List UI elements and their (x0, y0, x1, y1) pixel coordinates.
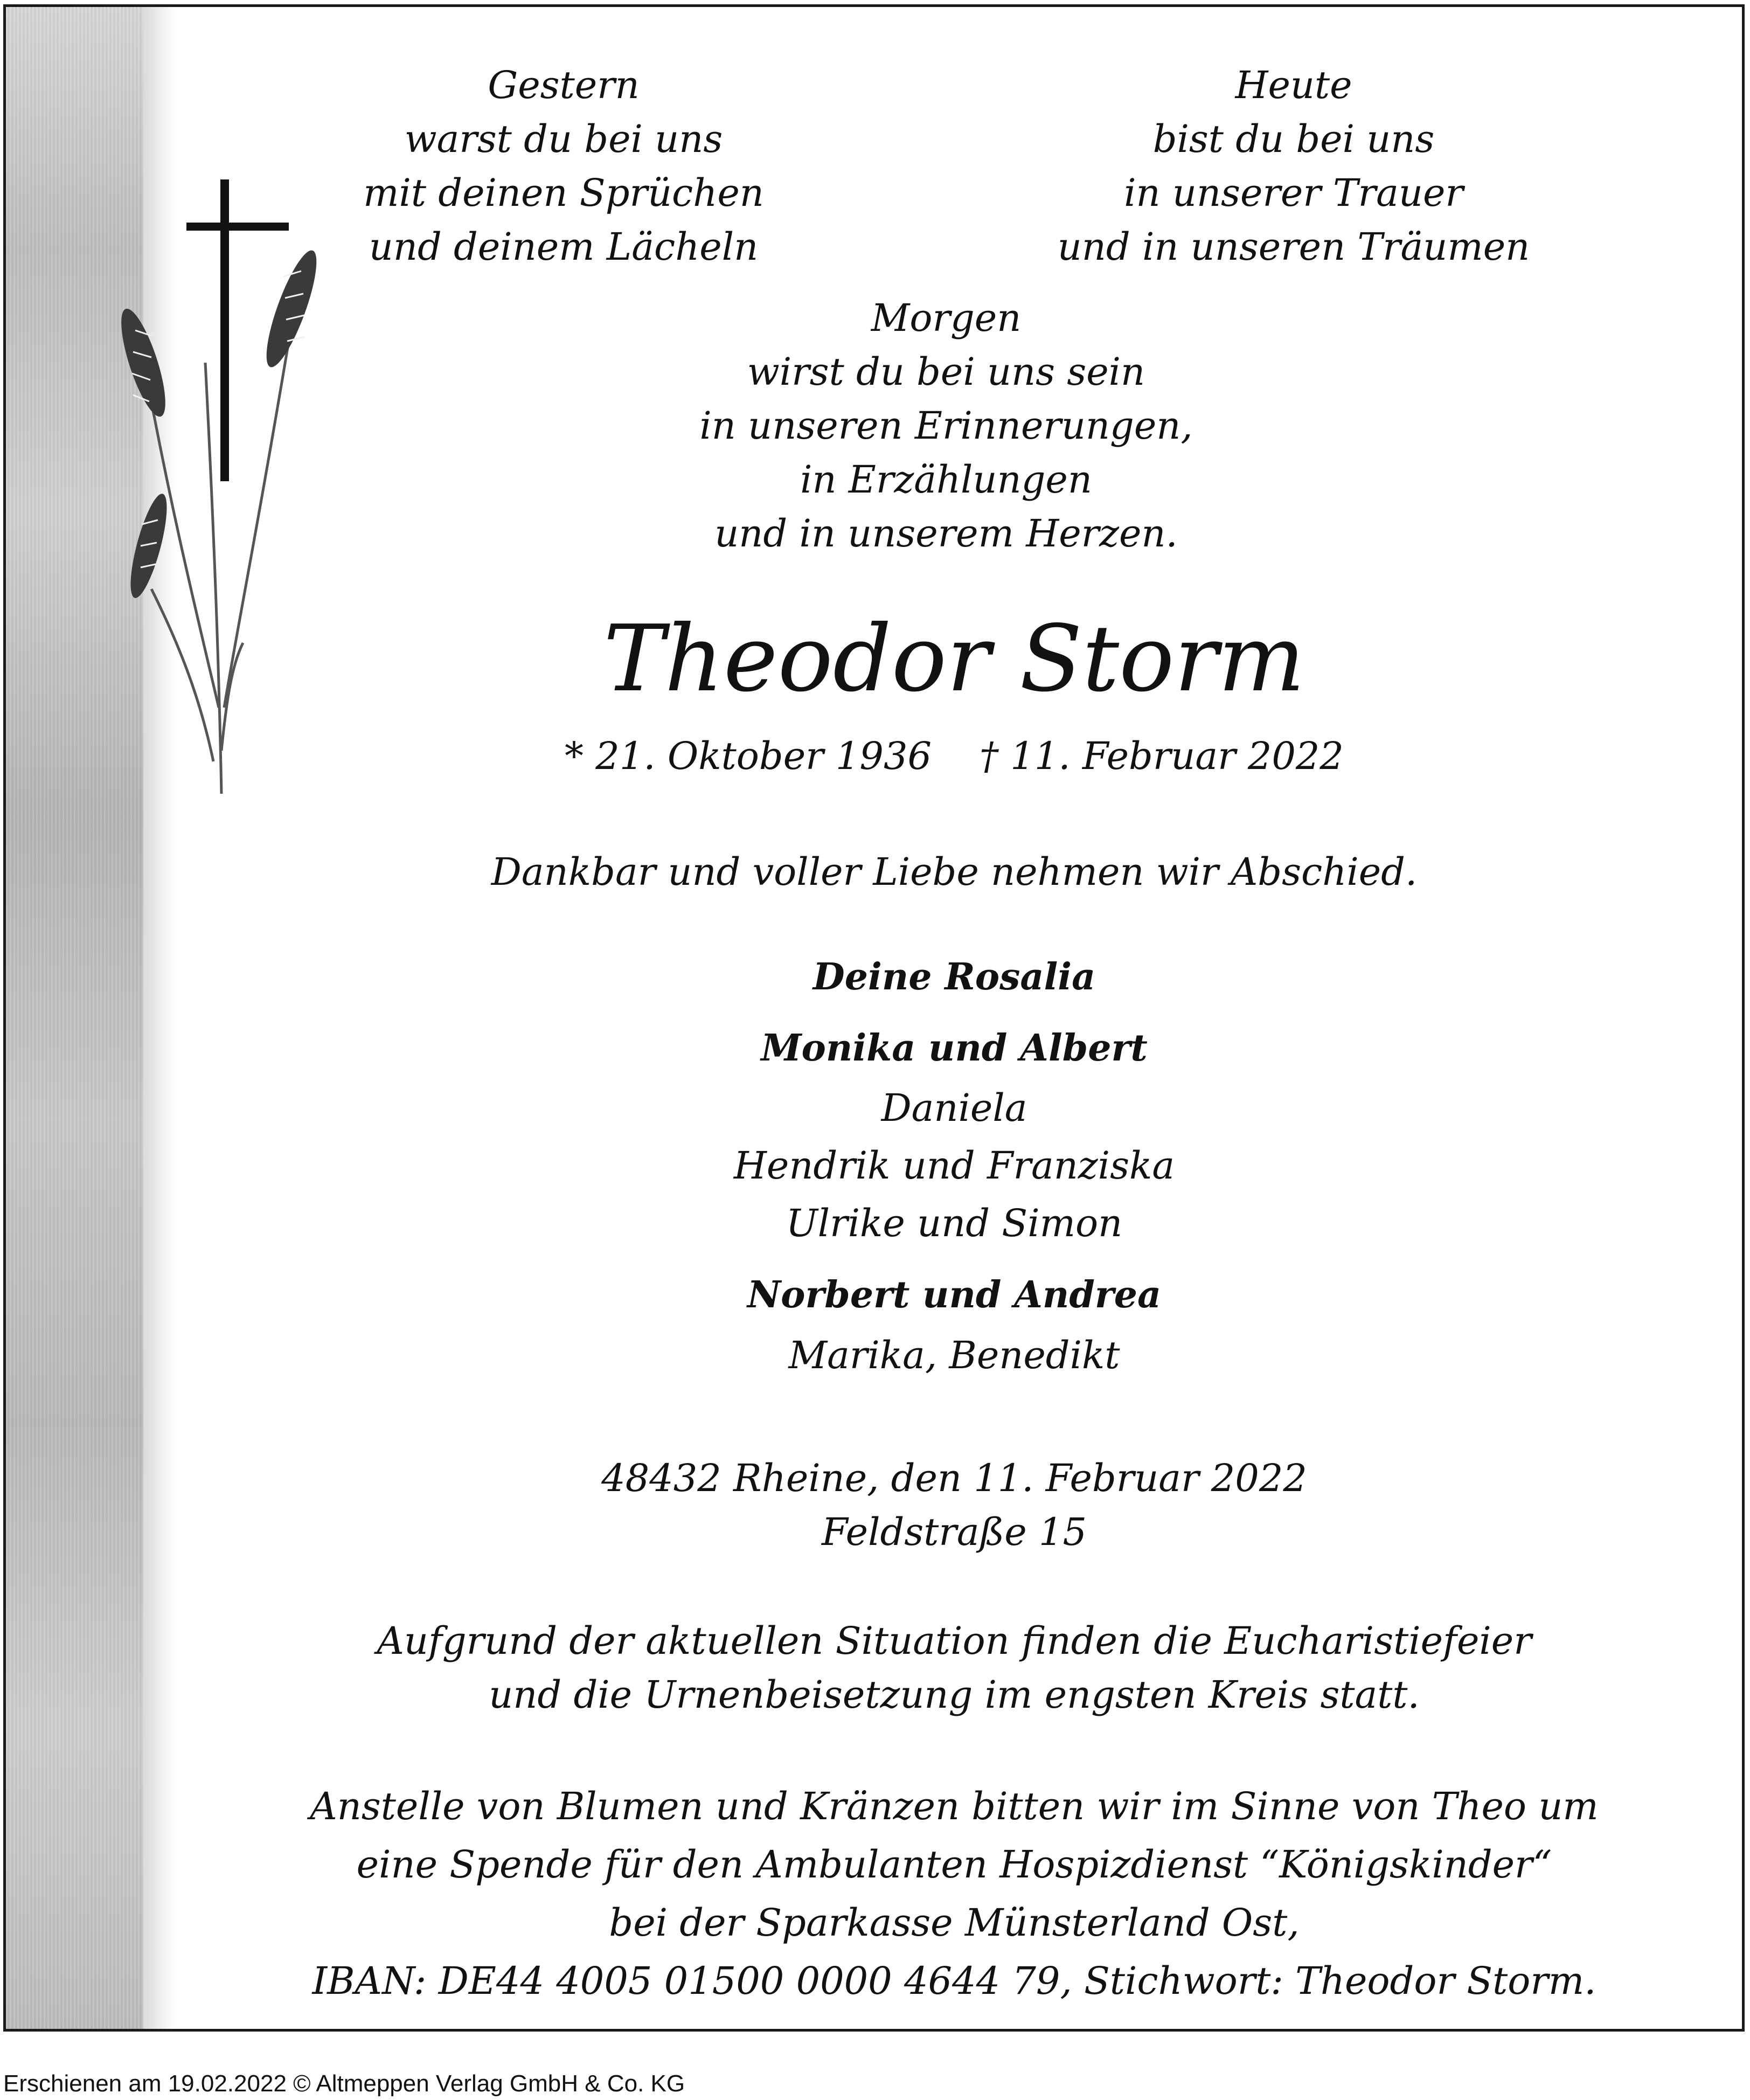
poem-line: und deinem Lächeln (369, 225, 759, 269)
mourner-name: Ulrike und Simon (786, 1201, 1123, 1245)
poem-line: wirst du bei uns sein (747, 350, 1145, 394)
donation-request (286, 1777, 1622, 2010)
place-and-date: 48432 Rheine, den 11. Februar 2022 (601, 1456, 1307, 1500)
poem-line: bist du bei uns (1152, 117, 1435, 161)
poem-center-stanza (677, 291, 1216, 560)
donation-line: Anstelle von Blumen und Kränzen bitten wir im Sinne von Theo um (310, 1784, 1599, 1828)
poem-line: und in unserem Herzen. (714, 511, 1178, 556)
notice-line: Aufgrund der aktuellen Situation finden die Eucharistiefeier (377, 1619, 1532, 1663)
street-address: Feldstraße 15 (821, 1510, 1087, 1554)
mourner-name: Norbert und Andrea (747, 1273, 1162, 1316)
poem-line: in unserer Trauer (1124, 171, 1463, 215)
poem-line: und in unseren Träumen (1057, 225, 1530, 269)
poem-line: Heute (1235, 63, 1352, 107)
donation-line: eine Spende für den Ambulanten Hospizdienst “Königskinder“ (356, 1842, 1552, 1887)
poem-line: in Erzählungen (800, 458, 1092, 502)
poem-left-stanza (294, 58, 833, 274)
donation-line: bei der Sparkasse Münsterland Ost, (609, 1901, 1300, 1945)
farewell-text: Dankbar und voller Liebe nehmen wir Abschied. (491, 850, 1418, 894)
obituary-notice (3, 4, 1745, 2032)
poem-line: in unseren Erinnerungen, (699, 404, 1193, 448)
mourner-name: Marika, Benedikt (788, 1333, 1120, 1377)
ceremony-notice (286, 1614, 1622, 1722)
poem-line: Gestern (488, 63, 640, 107)
poem-line: mit deinen Sprüchen (363, 171, 764, 215)
mourner-name: Hendrik und Franziska (733, 1143, 1175, 1188)
life-dates: * 21. Oktober 1936 † 11. Februar 2022 (565, 734, 1344, 778)
mourner-name: Monika und Albert (761, 1027, 1148, 1070)
mourner-name: Daniela (881, 1086, 1027, 1130)
deceased-name: Theodor Storm (603, 606, 1305, 712)
poem-line: Morgen (871, 296, 1022, 340)
publication-footer: Erschienen am 19.02.2022 © Altmeppen Verlag GmbH & Co. KG (3, 2070, 685, 2097)
donation-line: IBAN: DE44 4005 01500 0000 4644 79, Stichwort: Theodor Storm. (312, 1959, 1596, 2003)
poem-line: warst du bei uns (404, 117, 723, 161)
poem-right-stanza (1024, 58, 1563, 274)
notice-line: und die Urnenbeisetzung im engsten Kreis statt. (489, 1673, 1420, 1717)
mourner-name: Deine Rosalia (813, 955, 1096, 999)
